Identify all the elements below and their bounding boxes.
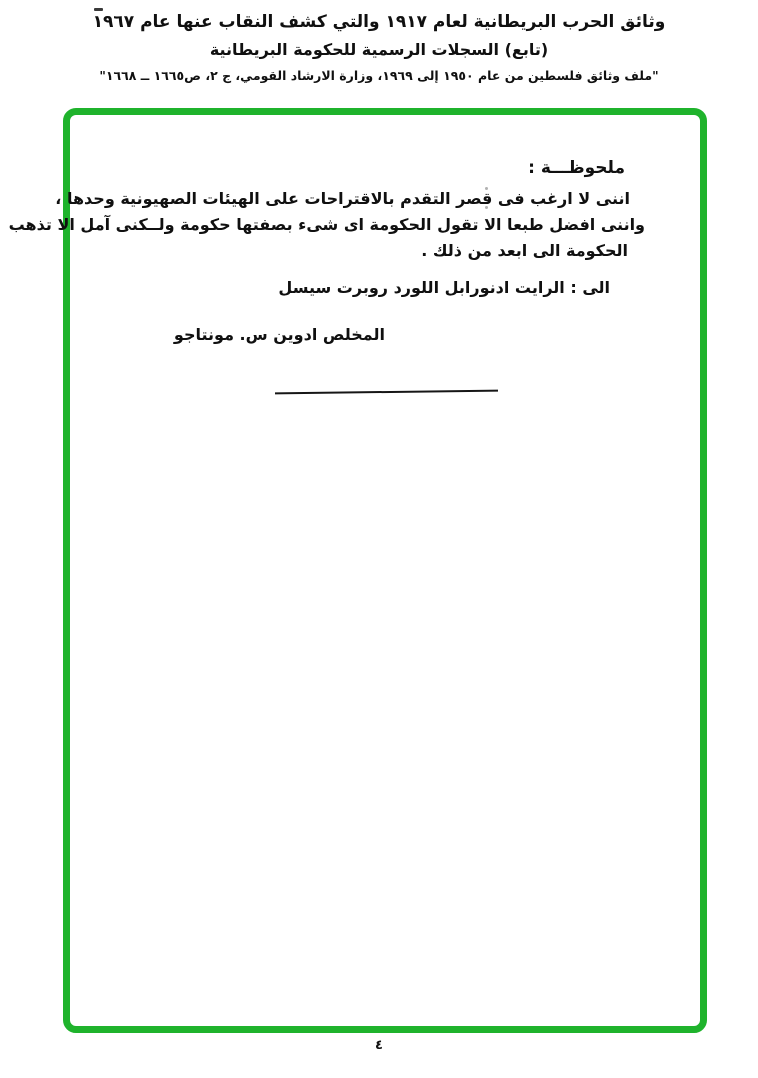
signature-line: المخلص ادوين س. مونتاجو xyxy=(173,325,385,344)
document-header xyxy=(0,12,758,83)
scan-artifact-dash xyxy=(94,8,103,11)
header-title: وثائق الحرب البريطانية لعام ١٩١٧ والتي كشف النقاب عنها عام ١٩٦٧ xyxy=(92,12,666,32)
document-body xyxy=(8,115,700,1026)
signature-divider-line xyxy=(275,390,498,395)
header-subtitle: (تابع) السجلات الرسمية للحكومة البريطانية xyxy=(209,40,549,59)
note-paragraph xyxy=(8,186,645,264)
note-heading: ملحوظـــة : xyxy=(528,158,625,178)
note-line-1: اننى لا ارغب فى قصر التقدم بالاقتراحات على الهيئات الصهيونية وحدها ، xyxy=(55,189,630,208)
header-source-citation: "ملف وثائق فلسطين من عام ١٩٥٠ إلى ١٩٦٩، وزارة الارشاد القومي، ج ٢، ص١٦٦٥ ــ ١٦٦٨" xyxy=(99,68,659,83)
note-line-3: الحكومة الى ابعد من ذلك . xyxy=(421,241,628,260)
addressee-line: الى : الرايت ادنورابل اللورد روبرت سيسل xyxy=(278,278,610,297)
page-number: ٤ xyxy=(375,1038,383,1053)
note-line-2: واننى افضل طبعا الا تقول الحكومة اى شىء بصفتها حكومة ولــكنى آمل الا تذهب xyxy=(8,215,645,234)
scan-artifact-dots xyxy=(474,175,488,178)
green-border-frame xyxy=(8,108,707,1033)
